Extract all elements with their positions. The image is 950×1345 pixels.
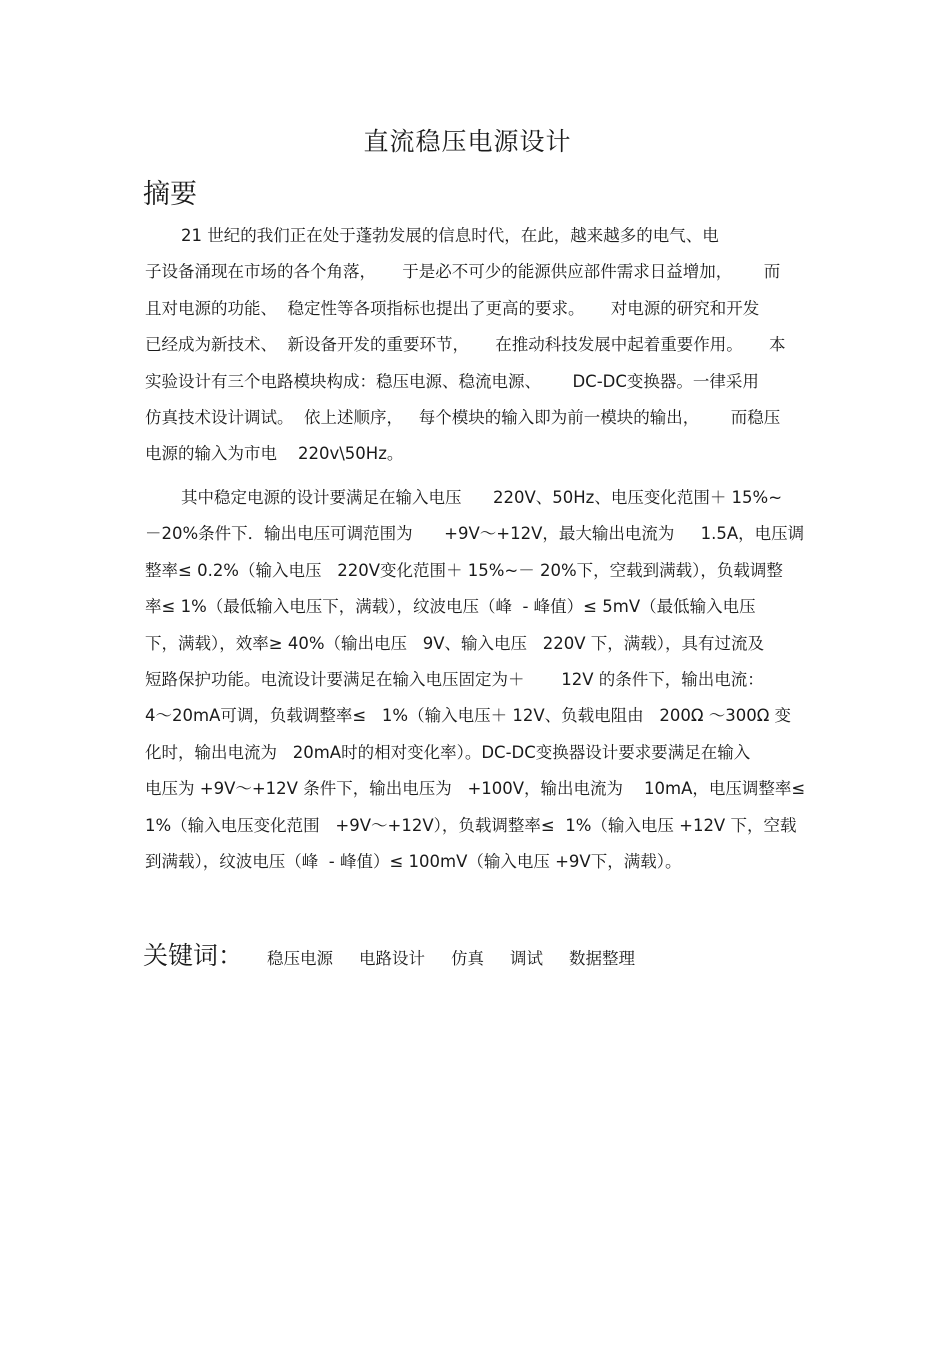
paragraph-line: 其中稳定电源的设计要满足在输入电压 220V、50Hz、电压变化范围＋ 15%~: [181, 488, 783, 507]
paragraph-line: 到满载），纹波电压（峰 - 峰值）≤ 100mV（输入电压 +9V下，满载）。: [145, 852, 682, 872]
paragraph-line: 短路保护功能。电流设计要满足在输入电压固定为＋ 12V 的条件下，输出电流：: [145, 670, 764, 690]
keyword: 电路设计: [359, 949, 426, 968]
paragraph-line: 电源的输入为市电 220v\50Hz。: [145, 444, 404, 464]
paragraph-line: 4～20mA可调，负载调整率≤ 1%（输入电压＋ 12V、负载电阻由 200Ω ～300Ω 变: [145, 706, 792, 726]
keyword: 稳压电源: [267, 949, 334, 968]
paragraph-line: 子设备涌现在市场的各个角落， 于是必不可少的能源供应部件需求日益增加， 而: [145, 262, 781, 282]
paragraph-line: 电压为 +9V～+12V 条件下，输出电压为 +100V，输出电流为 10mA，电压调整率≤: [145, 779, 806, 799]
paragraph-line: 21 世纪的我们正在处于蓬勃发展的信息时代，在此，越来越多的电气、电: [181, 226, 719, 245]
keyword: 数据整理: [569, 949, 636, 968]
paragraph-line: 且对电源的功能、 稳定性等各项指标也提出了更高的要求。 对电源的研究和开发: [145, 298, 760, 318]
paragraph-line: －20%条件下．输出电压可调范围为 +9V～+12V，最大输出电流为 1.5A，电压调: [145, 524, 805, 544]
document-title: 直流稳压电源设计: [363, 127, 572, 156]
paragraph-line: 实验设计有三个电路模块构成：稳压电源、稳流电源、 DC-DC变换器。一律采用: [145, 371, 759, 391]
paragraph-line: 化时，输出电流为 20mA时的相对变化率）。DC-DC变换器设计要求要满足在输入: [145, 742, 751, 762]
paragraph-line: 率≤ 1%（最低输入电压下，满载），纹波电压（峰 - 峰值）≤ 5mV（最低输入电压: [145, 597, 756, 617]
keyword: 调试: [510, 949, 544, 968]
paragraph-line: 整率≤ 0.2%（输入电压 220V变化范围＋ 15%~－ 20%下，空载到满载），负载调整: [145, 560, 783, 580]
keyword: 仿真: [451, 949, 485, 968]
paragraph-line: 仿真技术设计调试。 依上述顺序， 每个模块的输入即为前一模块的输出， 而稳压: [145, 408, 781, 428]
abstract-paragraph-2: [145, 480, 805, 880]
keywords-label: 关键词：: [143, 941, 244, 970]
paragraph-line: 已经成为新技术、 新设备开发的重要环节， 在推动科技发展中起着重要作用。 本: [145, 335, 786, 355]
keywords-row: [143, 936, 661, 972]
paragraph-line: 下，满载），效率≥ 40%（输出电压 9V、输入电压 220V 下，满载），具有过流及: [145, 633, 765, 653]
paragraph-line: 1%（输入电压变化范围 +9V～+12V），负载调整率≤ 1%（输入电压 +12V 下，空载: [145, 815, 797, 835]
abstract-paragraph-1: [145, 218, 805, 473]
abstract-heading: 摘要: [143, 179, 197, 210]
